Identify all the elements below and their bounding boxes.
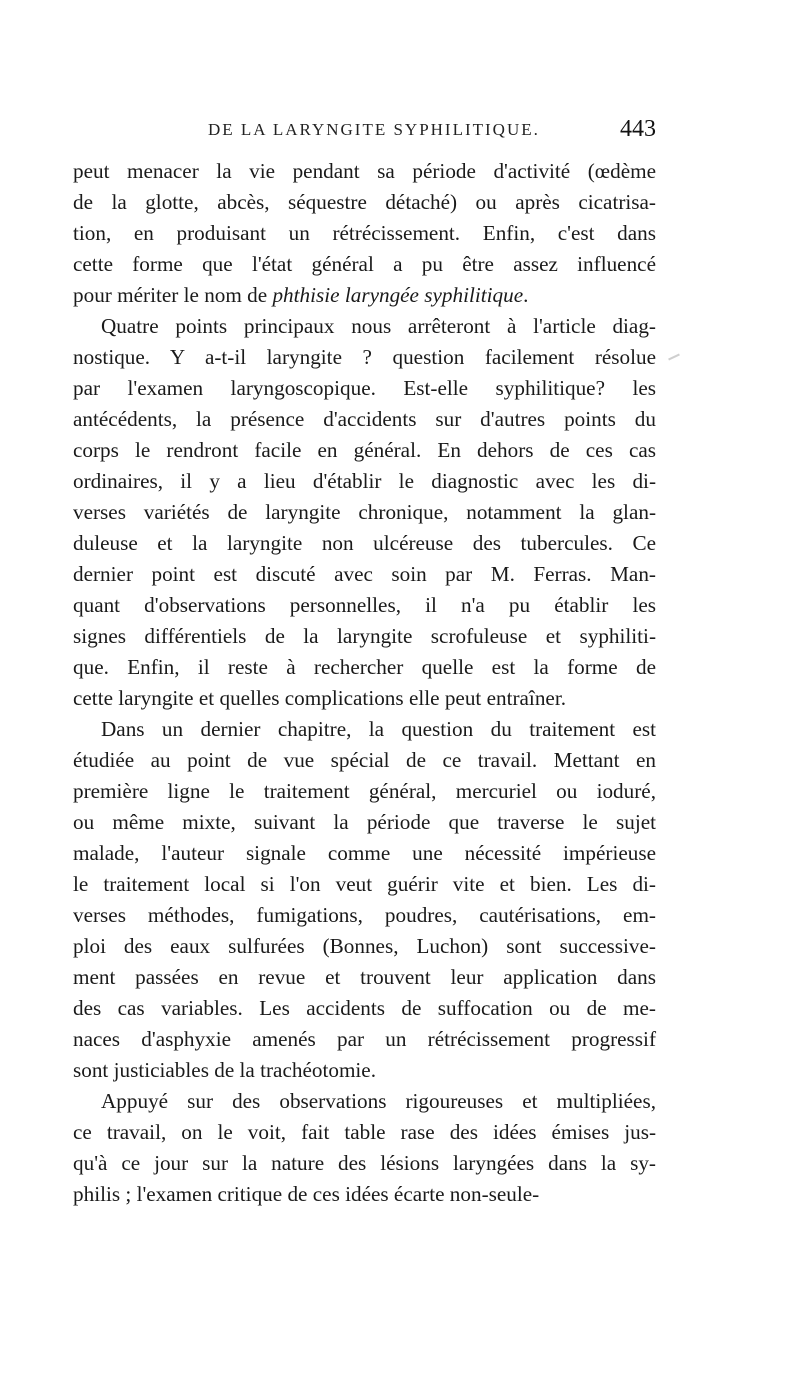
page-header	[73, 116, 656, 150]
text-line: verses variétés de laryngite chronique, notamment la glan-	[73, 500, 656, 524]
paragraph	[73, 156, 656, 311]
text-line: Appuyé sur des observations rigoureuses et multipliées,	[101, 1089, 656, 1113]
text-line: le traitement local si l'on veut guérir vite et bien. Les di-	[73, 872, 656, 896]
text-line: corps le rendront facile en général. En dehors de ces cas	[73, 438, 656, 462]
text-line: Dans un dernier chapitre, la question du traitement est	[101, 717, 656, 741]
text-line: cette laryngite et quelles complications elle peut entraîner.	[73, 686, 567, 710]
text-run: pour mériter le nom de	[73, 283, 273, 307]
text-line: duleuse et la laryngite non ulcéreuse des tubercules. Ce	[73, 531, 656, 555]
text-line: philis ; l'examen critique de ces idées écarte non-seule-	[73, 1182, 540, 1206]
paragraph	[73, 1086, 656, 1210]
text-line: première ligne le traitement général, mercuriel ou ioduré,	[73, 779, 656, 803]
text-line: ou même mixte, suivant la période que traverse le sujet	[73, 810, 656, 834]
text-line: ploi des eaux sulfurées (Bonnes, Luchon) sont successive-	[73, 934, 656, 958]
text-line: quant d'observations personnelles, il n'a pu établir les	[73, 593, 656, 617]
italic-term: phthisie laryngée syphilitique	[272, 283, 524, 307]
paper-mark	[668, 354, 680, 361]
text-line: ment passées en revue et trouvent leur application dans	[73, 965, 656, 989]
text-line: que. Enfin, il reste à rechercher quelle est la forme de	[73, 655, 656, 679]
text-line: cette forme que l'état général a pu être assez influencé	[73, 252, 656, 276]
text-line: ordinaires, il y a lieu d'établir le diagnostic avec les di-	[73, 469, 656, 493]
text-line: antécédents, la présence d'accidents sur d'autres points du	[73, 407, 656, 431]
running-head: DE LA LARYNGITE SYPHILITIQUE.	[208, 120, 540, 139]
text-line: ce travail, on le voit, fait table rase des idées émises jus-	[73, 1120, 656, 1144]
text-run: .	[523, 283, 529, 307]
text-line: peut menacer la vie pendant sa période d'activité (œdème	[73, 159, 656, 183]
text-line: étudiée au point de vue spécial de ce travail. Mettant en	[73, 748, 656, 772]
text-line: sont justiciables de la trachéotomie.	[73, 1058, 377, 1082]
text-line: nostique. Y a-t-il laryngite ? question facilement résolue	[73, 345, 656, 369]
text-line: naces d'asphyxie amenés par un rétrécissement progressif	[73, 1027, 656, 1051]
text-body	[73, 156, 656, 1210]
text-line: de la glotte, abcès, séquestre détaché) ou après cicatrisa-	[73, 190, 656, 214]
text-line: Quatre points principaux nous arrêteront à l'article diag-	[101, 314, 656, 338]
page-number: 443	[620, 116, 656, 142]
text-line: dernier point est discuté avec soin par M. Ferras. Man-	[73, 562, 656, 586]
text-line: signes différentiels de la laryngite scrofuleuse et syphiliti-	[73, 624, 656, 648]
paragraph	[73, 714, 656, 1086]
text-line	[73, 280, 656, 311]
paragraph	[73, 311, 656, 714]
text-line: par l'examen laryngoscopique. Est-elle syphilitique? les	[73, 376, 656, 400]
text-line: malade, l'auteur signale comme une nécessité impérieuse	[73, 841, 656, 865]
text-line: tion, en produisant un rétrécissement. Enfin, c'est dans	[73, 221, 656, 245]
text-line: qu'à ce jour sur la nature des lésions laryngées dans la sy-	[73, 1151, 656, 1175]
text-line: verses méthodes, fumigations, poudres, cautérisations, em-	[73, 903, 656, 927]
text-line: des cas variables. Les accidents de suffocation ou de me-	[73, 996, 656, 1020]
